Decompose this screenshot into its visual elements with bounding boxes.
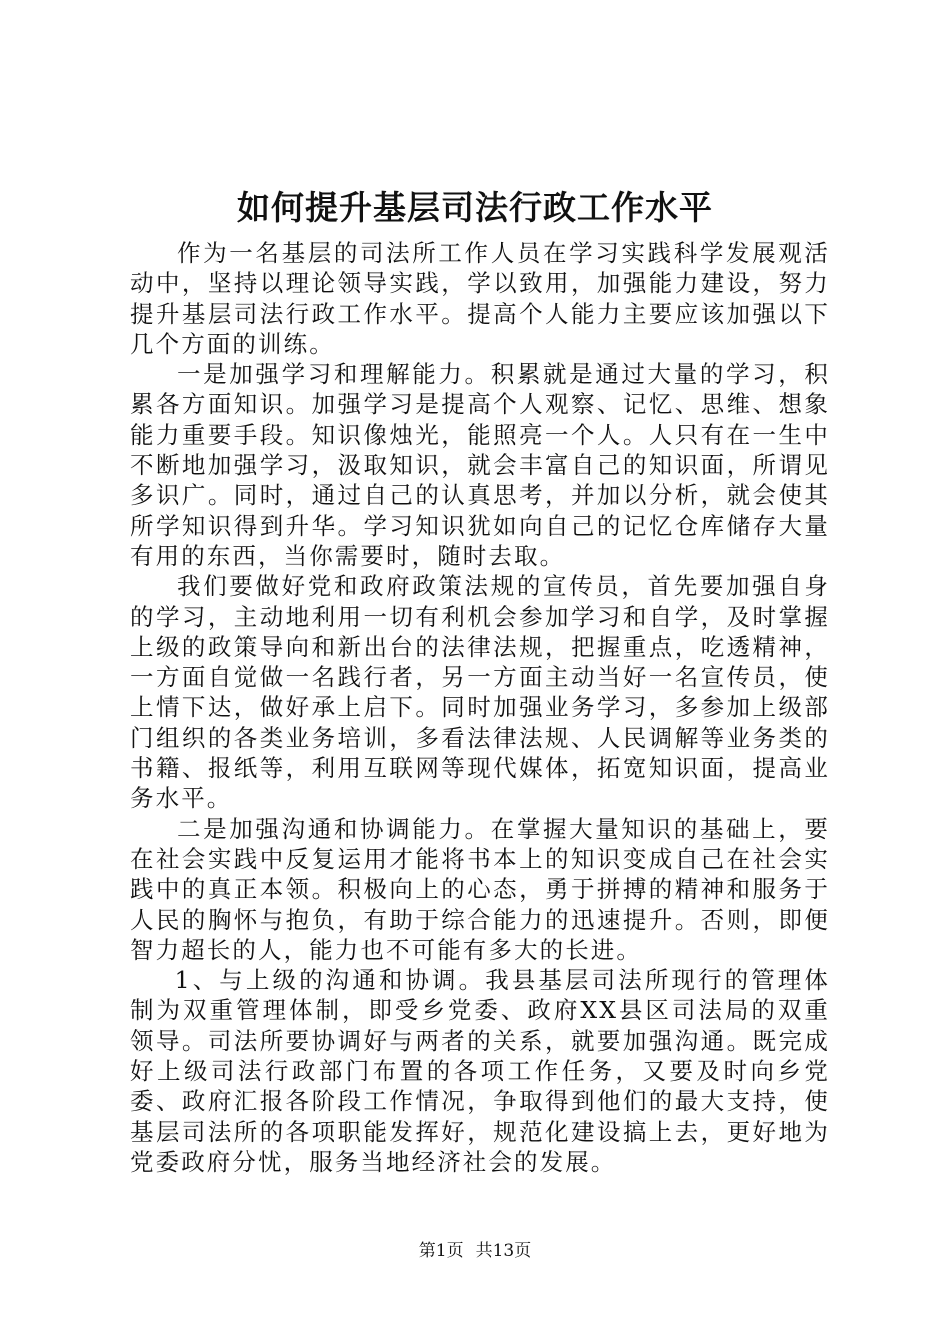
page-number: 第1页 [418, 1241, 464, 1261]
paragraph-policy-publicity: 我们要做好党和政府政策法规的宣传员，首先要加强自身的学习，主动地利用一切有利机会参加学习和自学，及时掌握上级的政策导向和新出台的法律法规，把握重点，吃透精神，一方面自觉做一名践行者，另一方面主动当好一名宣传员，使上情下达，做好承上启下。同时加强业务学习，多参加上级部门组织的各类业务培训，多看法律法规、人民调解等业务类的书籍、报纸等，利用互联网等现代媒体，拓宽知识面，提高业务水平。 [130, 572, 830, 813]
paragraph-superior-coordination: 1、与上级的沟通和协调。我县基层司法所现行的管理体制为双重管理体制，即受乡党委、政府XX县区司法局的双重领导。司法所要协调好与两者的关系，就要加强沟通。既完成好上级司法行政部门布置的各项工作任务，又要及时向乡党委、政府汇报各阶段工作情况，争取得到他们的最大支持，使基层司法所的各项职能发挥好，规范化建设搞上去，更好地为党委政府分忧，服务当地经济社会的发展。 [130, 966, 830, 1176]
paragraph-intro: 作为一名基层的司法所工作人员在学习实践科学发展观活动中，坚持以理论领导实践，学以致用，加强能力建设，努力提升基层司法行政工作水平。提高个人能力主要应该加强以下几个方面的训练。 [130, 239, 830, 358]
paragraph-communication-ability: 二是加强沟通和协调能力。在掌握大量知识的基础上，要在社会实践中反复运用才能将书本上的知识变成自己在社会实践中的真正本领。积极向上的心态，勇于拼搏的精神和服务于人民的胸怀与抱负，有助于综合能力的迅速提升。否则，即便智力超长的人，能力也不可能有多大的长进。 [130, 814, 830, 964]
paragraph-learning-ability: 一是加强学习和理解能力。积累就是通过大量的学习，积累各方面知识。加强学习是提高个人观察、记忆、思维、想象能力重要手段。知识像烛光，能照亮一个人。人只有在一生中不断地加强学习，汲取知识，就会丰富自己的知识面，所谓见多识广。同时，通过自己的认真思考，并加以分析，就会使其所学知识得到升华。学习知识犹如向自己的记忆仓库储存大量有用的东西，当你需要时，随时去取。 [130, 360, 830, 570]
document-title: 如何提升基层司法行政工作水平 [237, 188, 713, 227]
page-total: 共13页 [475, 1241, 532, 1261]
document-body [130, 238, 830, 1177]
page-footer [0, 1240, 950, 1262]
